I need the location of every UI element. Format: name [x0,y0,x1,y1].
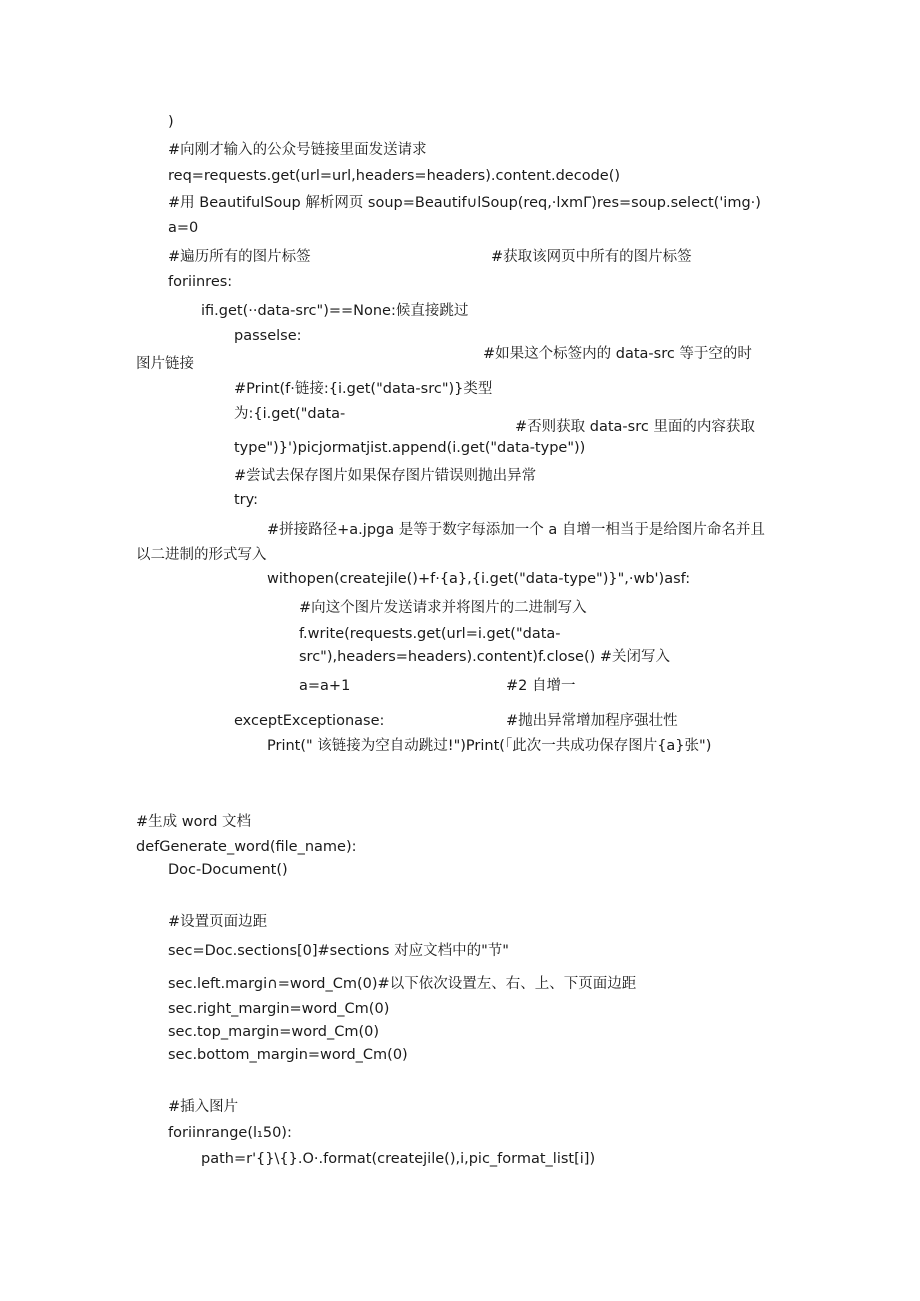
code-line-24: Print(" 该链接为空自动跳过!")Print(「此次一共成功保存图片{a}张") [267,738,712,754]
code-line-31: sec.right_margin=word_Cm(0) [168,1001,390,1017]
code-line-17: 以二进制的形式写入 [136,547,267,563]
code-line-18: withopen(createjile()+f·{a},{i.get("data-type")}",·wb')asf: [267,571,691,587]
code-line-8: ifi.get(··data-src")==None:候直接跳过 [201,303,469,319]
code-line-2: #向刚才输入的公众号链接里面发送请求 [168,142,427,158]
code-line-6-comment: #获取该网页中所有的图片标签 [491,249,692,265]
code-line-6: #遍历所有的图片标签 [168,249,311,265]
code-line-1: ) [168,114,174,130]
code-line-32: sec.top_margin=word_Cm(0) [168,1024,380,1040]
code-line-35: foriinrange(l₁50): [168,1125,292,1141]
code-line-29: sec=Doc.sections[0]#sections 对应文档中的"节" [168,943,509,959]
code-line-34: #插入图片 [168,1099,239,1115]
code-line-21: src"),headers=headers).content)f.close() #关闭写入 [299,649,671,665]
code-line-19: #向这个图片发送请求并将图片的二进制写入 [299,600,587,616]
code-line-23: exceptExceptionase: [234,713,385,729]
code-line-9-comment: #如果这个标签内的 data-src 等于空的时 [483,346,752,362]
code-line-30: sec.left.margi∩=word_Cm(0)#以下依次设置左、右、上、下页面边距 [168,976,637,992]
code-line-3: req=requests.get(url=url,headers=headers).content.decode() [168,168,621,184]
code-line-4: #用 BeautifulSoup 解析网页 soup=Beautif∪lSoup(req,·lxmΓ)res=soup.select('img·) [168,195,761,211]
code-line-33: sec.bottom_margin=word_Cm(0) [168,1047,408,1063]
code-line-20: f.write(requests.get(url=i.get("data- [299,626,561,642]
code-line-12: 为:{i.get("data- [234,406,346,422]
code-line-23-comment: #抛出异常增加程序强壮性 [506,713,678,729]
code-line-16: #拼接路径+a.jpga 是等于数字每添加一个 a 自增一相当于是给图片命名并且 [267,522,765,538]
code-line-22-comment: #2 自增一 [506,678,576,694]
code-line-5: a=0 [168,220,199,236]
code-line-7: foriinres: [168,274,233,290]
code-line-15: try: [234,492,259,508]
code-line-9: passelse: [234,328,302,344]
code-line-25: #生成 word 文档 [136,814,252,830]
code-line-14: #尝试去保存图片如果保存图片错误则抛出异常 [234,468,537,484]
code-line-36: path=r'{}\{}.O·.format(createjile(),i,pic_format_list[i]) [201,1151,596,1167]
code-line-12-comment: #否则获取 data-src 里面的内容获取 [515,419,755,435]
code-line-26: defGenerate_word(file_name): [136,839,357,855]
code-line-27: Doc-Document() [168,862,288,878]
code-line-11: #Print(f·链接:{i.get("data-src")}类型 [234,381,493,397]
code-line-22: a=a+1 [299,678,351,694]
code-line-13: type")}')picjormatjist.append(i.get("data-type")) [234,440,586,456]
code-line-10: 图片链接 [136,356,194,372]
code-line-28: #设置页面边距 [168,914,268,930]
